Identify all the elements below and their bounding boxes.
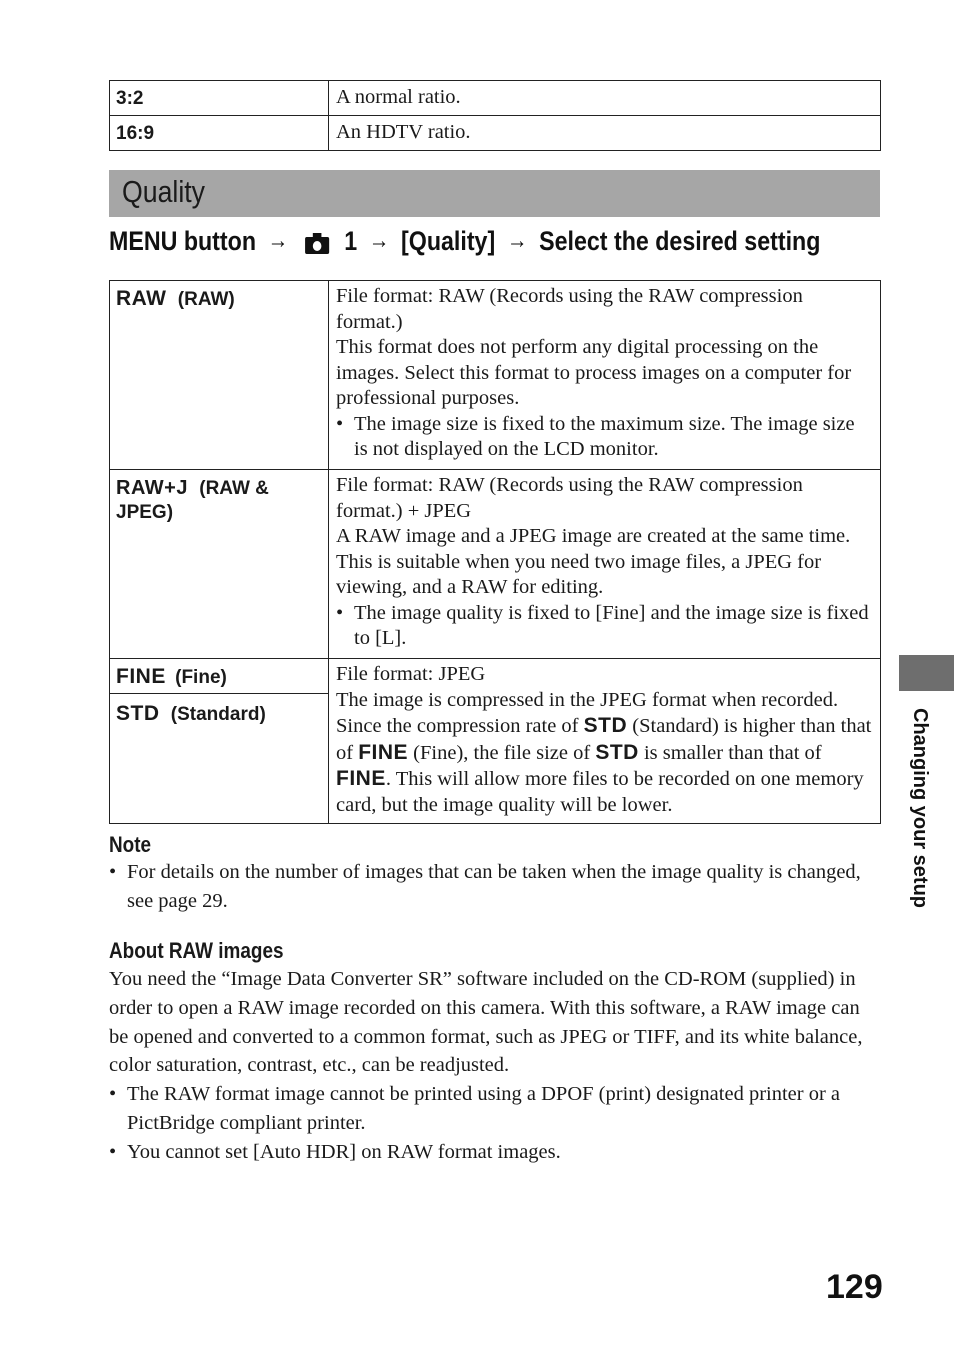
desc-text: (Standard) is higher than that of xyxy=(336,715,872,764)
arrow-right-icon: → xyxy=(368,227,390,254)
desc-text: . This will allow more files to be recorded on one memory card, but the image quality will be lower. xyxy=(336,768,864,816)
note-title xyxy=(109,832,158,858)
quality-desc-jpeg xyxy=(329,659,881,824)
quality-key-fine xyxy=(110,659,329,694)
about-raw-paragraph: You need the “Image Data Converter SR” software included on the CD-ROM (supplied) in order to open a RAW image recorded on this camera. With this software, a RAW image can be opened and converted to a common format, such as JPEG or TIFF, and its white balance, color saturation, contrast, etc., can be readjusted. xyxy=(109,968,863,1077)
desc-paragraph xyxy=(336,688,873,819)
desc-text: is smaller than that of xyxy=(643,741,822,764)
desc-line: File format: JPEG xyxy=(336,663,486,685)
desc-text: The image is compressed in the JPEG format when recorded. Since the compression rate of xyxy=(336,688,839,737)
std-icon: STD xyxy=(583,714,628,737)
raw-icon: RAW xyxy=(116,287,167,310)
quality-table xyxy=(109,280,881,824)
menu-path xyxy=(109,226,936,257)
fine-label: (Fine) xyxy=(175,667,227,688)
fine-icon: FINE xyxy=(116,665,166,688)
quality-desc-raw-jpeg xyxy=(329,470,881,659)
page-number: 129 xyxy=(826,1268,883,1306)
about-raw-body xyxy=(109,965,884,1167)
std-icon: STD xyxy=(595,740,639,764)
about-raw-title xyxy=(109,938,312,964)
desc-line: File format: RAW (Records using the RAW compression format.) + JPEG xyxy=(336,474,803,522)
arrow-right-icon: → xyxy=(267,227,289,254)
camera-icon xyxy=(305,232,329,252)
menu-action: Select the desired setting xyxy=(539,226,821,256)
table-row xyxy=(110,659,881,694)
table-row xyxy=(110,81,881,116)
table-row xyxy=(110,116,881,151)
aspect-value: A normal ratio. xyxy=(329,81,881,116)
aspect-key: 16:9 xyxy=(110,116,329,151)
about-raw-bullet: • You cannot set [Auto HDR] on RAW format images. xyxy=(109,1138,884,1167)
tab-number: 1 xyxy=(344,226,358,256)
desc-bullet: • The image size is fixed to the maximum size. The image size is not displayed on the LCD monitor. xyxy=(336,412,873,463)
menu-button-label: MENU button xyxy=(109,226,257,256)
note-body xyxy=(109,858,869,915)
fine-icon: FINE xyxy=(336,767,386,790)
quality-desc-raw xyxy=(329,281,881,470)
side-tab-marker xyxy=(899,655,954,691)
side-tab-label: Changing your setup xyxy=(909,708,931,908)
quality-key-raw-jpeg xyxy=(110,470,329,659)
fine-icon: FINE xyxy=(358,740,409,764)
quality-key-raw xyxy=(110,281,329,470)
arrow-right-icon: → xyxy=(506,227,528,254)
section-header-bar xyxy=(109,170,880,217)
about-raw-title-text: About RAW images xyxy=(109,938,284,963)
aspect-ratio-table xyxy=(109,80,881,151)
desc-text: (Fine), the file size of xyxy=(413,741,591,764)
section-title: Quality xyxy=(122,174,205,209)
menu-item-quality: [Quality] xyxy=(401,226,496,256)
desc-line: File format: RAW (Records using the RAW compression format.) xyxy=(336,285,803,333)
note-title-text: Note xyxy=(109,832,152,857)
standard-label: (Standard) xyxy=(170,704,266,725)
quality-key-standard xyxy=(110,694,329,824)
desc-bullet: • The image quality is fixed to [Fine] and the image size is fixed to [L]. xyxy=(336,601,873,652)
desc-line: A RAW image and a JPEG image are created at the same time. This is suitable when you need two image files, a JPEG for viewing, and a RAW for editing. xyxy=(336,525,851,598)
about-raw-bullet: • The RAW format image cannot be printed using a DPOF (print) designated printer or a PictBridge compliant printer. xyxy=(109,1080,884,1138)
raw-jpeg-icon: RAW+J xyxy=(116,477,188,499)
table-row xyxy=(110,470,881,659)
raw-jpeg-label: (RAW & JPEG) xyxy=(116,478,269,523)
desc-line: This format does not perform any digital processing on the images. Select this format to process images on a computer for professional purposes. xyxy=(336,336,852,409)
raw-label: (RAW) xyxy=(177,289,235,310)
aspect-value: An HDTV ratio. xyxy=(329,116,881,151)
table-row xyxy=(110,281,881,470)
aspect-key: 3:2 xyxy=(110,81,329,116)
note-bullet: • For details on the number of images that can be taken when the image quality is changed, see page 29. xyxy=(109,858,869,915)
std-icon: STD xyxy=(116,702,160,725)
